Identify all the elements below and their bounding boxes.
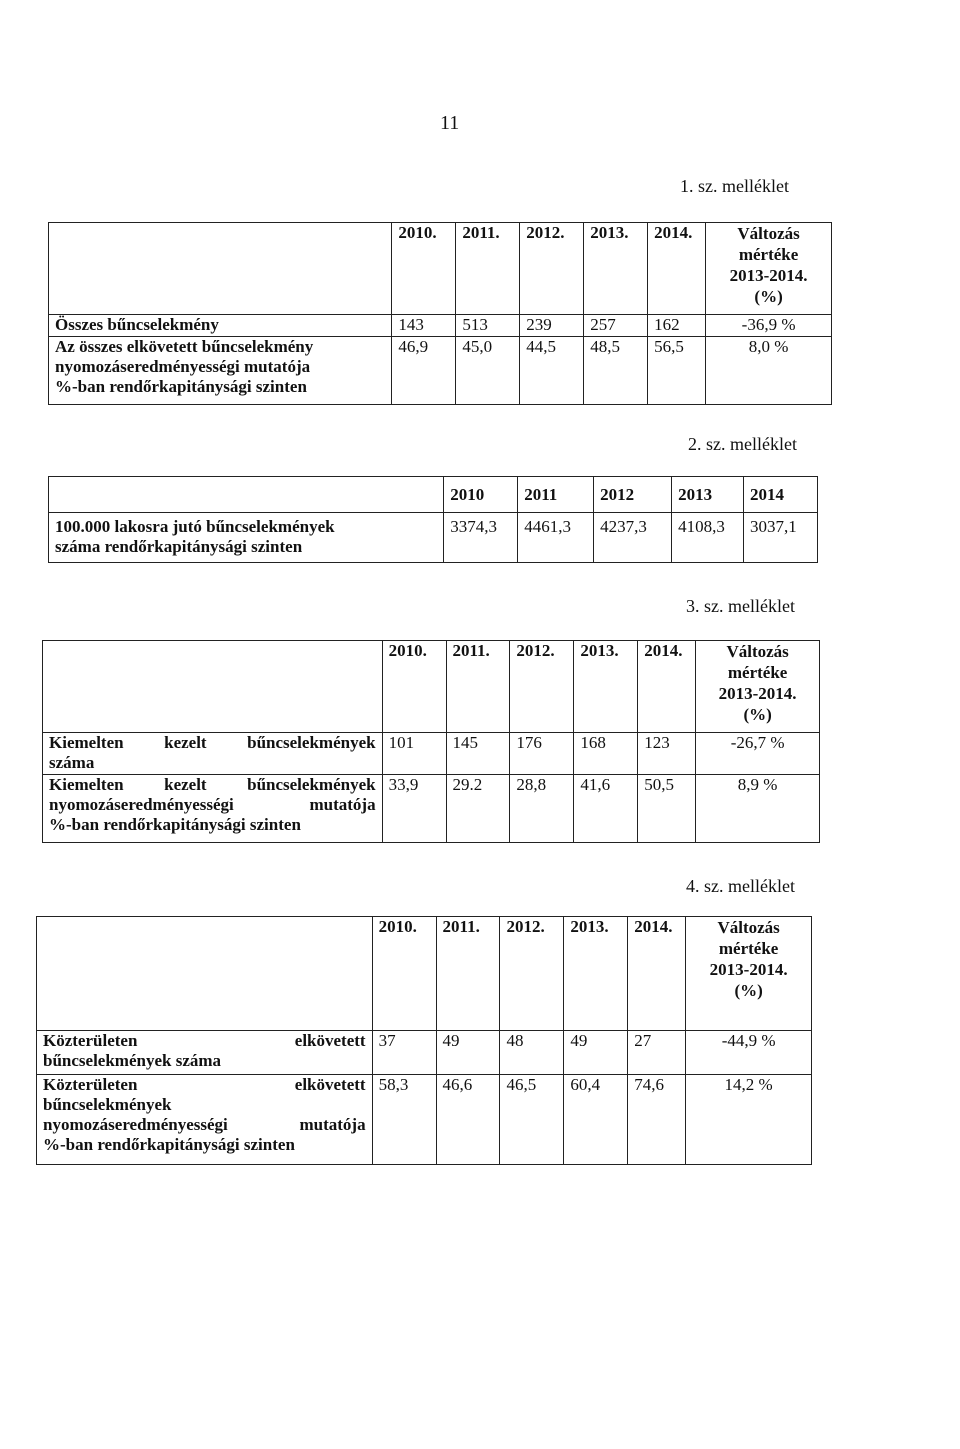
table-row (43, 775, 820, 843)
cell-value: 123 (638, 733, 696, 775)
year-header: 2012. (510, 641, 574, 733)
annex-2-table (48, 476, 818, 563)
cell-value: 4237,3 (594, 513, 672, 563)
year-header: 2012. (500, 917, 564, 1031)
annex-4-label: 4. sz. melléklet (686, 876, 795, 896)
row-label: Közterületen elkövetett bűncselekmények száma (37, 1031, 373, 1075)
year-header: 2014 (744, 477, 818, 513)
cell-value: 49 (564, 1031, 628, 1075)
year-header: 2014. (628, 917, 686, 1031)
cell-value: 49 (436, 1031, 500, 1075)
row-label: Kiemelten kezelt bűncselekmények nyomozáseredményességi mutatója %-ban rendőrkapitánysági szinten (43, 775, 383, 843)
cell-value: 46,9 (392, 337, 456, 405)
year-header: 2013. (574, 641, 638, 733)
cell-value: 46,6 (436, 1075, 500, 1165)
cell-value: 74,6 (628, 1075, 686, 1165)
change-value: 8,9 % (696, 775, 820, 843)
cell-value: 4461,3 (518, 513, 594, 563)
year-header: 2014. (638, 641, 696, 733)
header-empty-cell (43, 641, 383, 733)
cell-value: 56,5 (648, 337, 706, 405)
year-header: 2013 (672, 477, 744, 513)
cell-value: 168 (574, 733, 638, 775)
annex-3-label: 3. sz. melléklet (686, 596, 795, 616)
year-header: 2011. (436, 917, 500, 1031)
change-header: Változás mértéke 2013-2014. (%) (706, 223, 832, 315)
table-row (43, 733, 820, 775)
annex-1-table (48, 222, 832, 405)
annex-1-label: 1. sz. melléklet (680, 176, 789, 196)
cell-value: 176 (510, 733, 574, 775)
cell-value: 29.2 (446, 775, 510, 843)
cell-value: 41,6 (574, 775, 638, 843)
cell-value: 60,4 (564, 1075, 628, 1165)
header-empty-cell (37, 917, 373, 1031)
cell-value: 101 (382, 733, 446, 775)
cell-value: 162 (648, 315, 706, 337)
page-number: 11 (440, 112, 460, 134)
cell-value: 48,5 (584, 337, 648, 405)
year-header: 2011. (456, 223, 520, 315)
cell-value: 33,9 (382, 775, 446, 843)
annex-2-header-row (49, 477, 818, 513)
change-value: -44,9 % (686, 1031, 812, 1075)
cell-value: 37 (372, 1031, 436, 1075)
table-row (49, 315, 832, 337)
cell-value: 513 (456, 315, 520, 337)
year-header: 2012. (520, 223, 584, 315)
cell-value: 50,5 (638, 775, 696, 843)
change-value: 8,0 % (706, 337, 832, 405)
row-label: Összes bűncselekmény (49, 315, 392, 337)
table-row (49, 337, 832, 405)
year-header: 2010. (382, 641, 446, 733)
cell-value: 4108,3 (672, 513, 744, 563)
table-row (49, 513, 818, 563)
change-value: -36,9 % (706, 315, 832, 337)
cell-value: 48 (500, 1031, 564, 1075)
year-header: 2014. (648, 223, 706, 315)
table-row (37, 1031, 812, 1075)
annex-4-table (36, 916, 812, 1165)
change-header: Változás mértéke 2013-2014. (%) (686, 917, 812, 1031)
annex-3-header-row (43, 641, 820, 733)
cell-value: 145 (446, 733, 510, 775)
cell-value: 46,5 (500, 1075, 564, 1165)
cell-value: 3037,1 (744, 513, 818, 563)
row-label: Az összes elkövetett bűncselekmény nyomozáseredményességi mutatója %-ban rendőrkapitánysági szinten (49, 337, 392, 405)
change-value: -26,7 % (696, 733, 820, 775)
cell-value: 58,3 (372, 1075, 436, 1165)
annex-2-label: 2. sz. melléklet (688, 434, 797, 454)
cell-value: 143 (392, 315, 456, 337)
table-row (37, 1075, 812, 1165)
annex-3-table (42, 640, 820, 843)
annex-1-header-row (49, 223, 832, 315)
cell-value: 27 (628, 1031, 686, 1075)
change-header: Változás mértéke 2013-2014. (%) (696, 641, 820, 733)
cell-value: 239 (520, 315, 584, 337)
header-empty-cell (49, 477, 444, 513)
row-label: Közterületen elkövetett bűncselekmények nyomozáseredményességi mutatója %-ban rendőrkapitánysági szinten (37, 1075, 373, 1165)
cell-value: 45,0 (456, 337, 520, 405)
row-label: 100.000 lakosra jutó bűncselekmények száma rendőrkapitánysági szinten (49, 513, 444, 563)
year-header: 2013. (584, 223, 648, 315)
year-header: 2010. (372, 917, 436, 1031)
year-header: 2011. (446, 641, 510, 733)
annex-4-header-row (37, 917, 812, 1031)
year-header: 2013. (564, 917, 628, 1031)
year-header: 2010 (444, 477, 518, 513)
cell-value: 28,8 (510, 775, 574, 843)
cell-value: 44,5 (520, 337, 584, 405)
cell-value: 3374,3 (444, 513, 518, 563)
change-value: 14,2 % (686, 1075, 812, 1165)
row-label: Kiemelten kezelt bűncselekmények száma (43, 733, 383, 775)
cell-value: 257 (584, 315, 648, 337)
year-header: 2012 (594, 477, 672, 513)
header-empty-cell (49, 223, 392, 315)
year-header: 2010. (392, 223, 456, 315)
year-header: 2011 (518, 477, 594, 513)
